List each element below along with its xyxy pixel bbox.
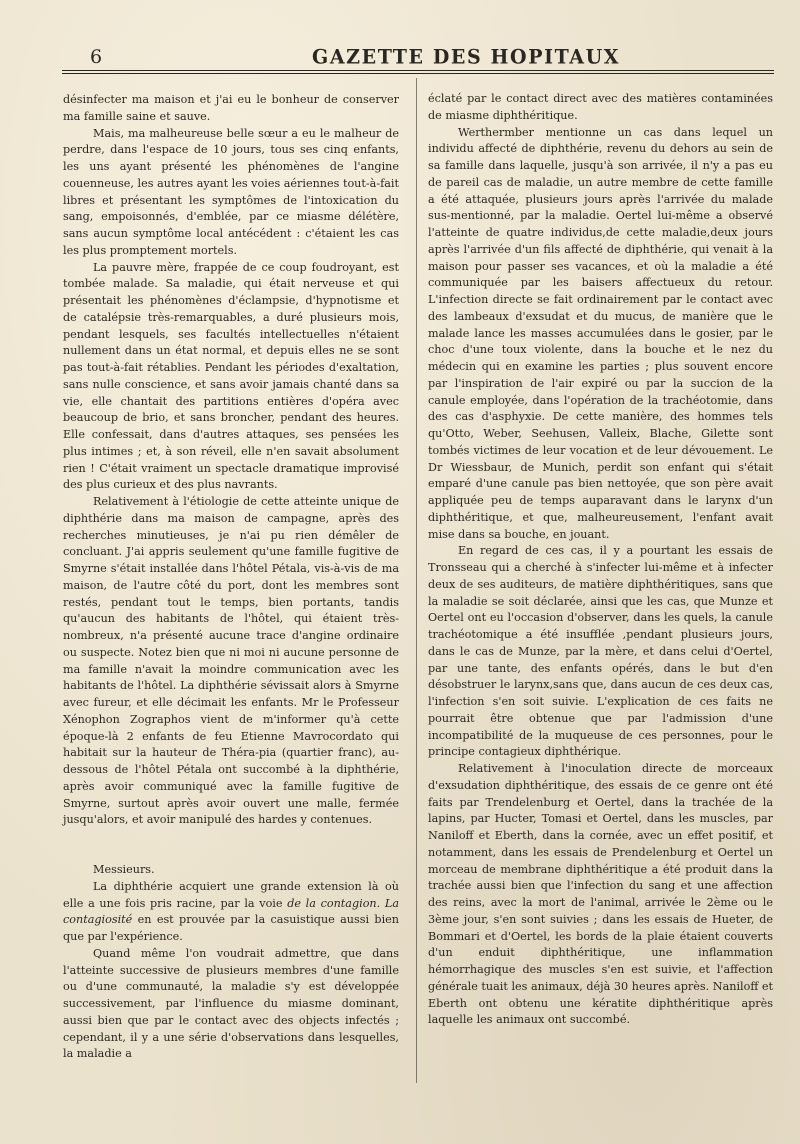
column-divider [416, 78, 417, 1083]
left-column [63, 92, 399, 1063]
paragraph-text: en est prouvée par la casuistique aussi bien que par l'expérience. [63, 913, 399, 943]
paragraph: Mais, ma malheureuse belle sœur a eu le malheur de perdre, dans l'espace de 10 jours, tous ses cinq enfants, les uns ayant présenté les phénomènes de l'angine couenneuse, les autres ayant les voies aériennes tout-à-fait libres et présentant les symptômes de l'intoxication du sang, empoisonnés, d'emblée, par ce miasme délétère, sans aucun symptôme local antécédent : c'étaient les cas les plus promptement mortels. [63, 126, 399, 257]
page-number: 6 [90, 46, 103, 68]
header-rule-thin [62, 73, 774, 74]
journal-title: GAZETTE DES HOPITAUX [312, 45, 621, 69]
paragraph: Relativement à l'inoculation directe de morceaux d'exsudation diphthéritique, des essais de ce genre ont été faits par Trendelenburg et Oertel, dans la trachée de la lapins, par Hucter, Tomasi et Oertel, dans les muscles, par Naniloff et Eberth, dans la cornée, avec un effet positif, et notamment, dans les essais de Prendelenburg et Oertel un morceau de membrane diphthéritique a été produit dans la trachée aussi bien que l'infection du sang et une affection des reins, avec la mort de l'animal, arrivée le 2ème ou le 3ème jour, s'en sont suivies ; dans les essais de Hueter, de Bommari et d'Oertel, les bords de la plaie étaient couverts d'un enduit diphthéritique, une inflammation hémorrhagique des muscles s'en est suivie, et l'affection générale tuait les animaux, déjà 30 heures après. Naniloff et Eberth ont obtenu une kératite diphthéritique après laquelle les animaux ont succombé. [428, 762, 773, 1027]
paragraph: Quand même l'on voudrait admettre, que dans l'atteinte successive de plusieurs membres d'une famille ou d'une communauté, la maladie s'y est développée successivement, par l'influence du miasme dominant, aussi bien que par le contact avec des objects infectés ; cependant, il y a une série d'observations dans lesquelles, la maladie a [63, 946, 399, 1061]
italic-phrase: de la contagion. [287, 896, 381, 910]
paragraph: désinfecter ma maison et j'ai eu le bonheur de conserver ma famille saine et sauve. [63, 93, 399, 123]
paragraph: La pauvre mère, frappée de ce coup foudroyant, est tombée malade. Sa maladie, qui était nerveuse et qui présentait les phénomènes d'éclampsie, d'hypnotisme et de catalépsie très-remarquables, a duré plusieurs mois, pendant lesquels, ses facultés intellectuelles n'étaient nullement dans un état normal, et depuis elles ne se sont pas tout-à-fait rétablies. Pendant les périodes d'exaltation, sans nulle conscience, et sans avoir jamais chanté dans sa vie, elle chantait des partitions entières d'opéra avec beaucoup de brio, et sans broncher, pendant des heures. Elle confessait, dans d'autres attaques, ses pensées les plus intimes ; et, à son réveil, elle n'en savait absolument rien ! C'était vraiment un spectacle dramatique improvisé des plus curieux et des plus navrants. [63, 260, 399, 492]
paragraph [63, 879, 399, 946]
paragraph: éclaté par le contact direct avec des matières contaminées de miasme diphthéritique. [428, 92, 773, 122]
paragraph: Relativement à l'étiologie de cette atteinte unique de diphthérie dans ma maison de campagne, après des recherches minutieuses, je n'ai pu rien démêler de concluant. J'ai appris seulement qu'une famille fugitive de Smyrne s'était installée dans l'hôtel Pétala, vis-à-vis de ma maison, de l'autre côté du port, dont les membres sont restés, pendant tout le temps, bien portants, tandis qu'aucun des habitants de l'hôtel, qui étaient très-nombreux, n'a présenté aucune trace d'angine ordinaire ou suspecte. Notez bien que ni moi ni aucune personne de ma famille n'avait la moindre communication avec les habitants de l'hôtel. La diphthérie sévissait alors à Smyrne avec fureur, et elle décimait les enfants. Mr le Professeur Xénophon Zographos vient de m'informer qu'à cette époque-là 2 enfants de feu Etienne Mavrocordato qui habitait sur la hauteur de Théra-pia (quartier franc), au-dessous de l'hôtel Pétala ont succombé à la diphthérie, après avoir communiqué avec la famille fugitive de Smyrne, surtout après avoir ouvert une malle, fermée jusqu'alors, et avoir manipulé des hardes y contenues. [63, 495, 399, 827]
page-header [62, 42, 774, 76]
right-column [428, 91, 773, 1029]
paragraph: En regard de ces cas, il y a pourtant les essais de Tronsseau qui a cherché à s'infecter lui-même et à infecter deux de ses auditeurs, de matière diphthéritiques, sans que la maladie se soit déclarée, ainsi que les cas, que Munze et Oertel ont eu l'occasion d'observer, dans les quels, la canule trachéotomique a été insufflée ,pendant plusieurs jours, dans le cas de Munze, par la mère, et dans celui d'Oertel, par une tante, des enfants opérés, dans le but d'en désobstruer le larynx,sans que, dans aucun de ces deux cas, l'infection s'en soit suivie. L'explication de ces faits ne pourrait être obtenue que par l'admission d'une incompatibilité de la muqueuse de ces personnes, pour le principe contagieux diphthérique. [428, 544, 773, 759]
header-rule-thick [62, 70, 774, 71]
paragraph: Werthermber mentionne un cas dans lequel un individu affecté de diphthérie, revenu du dehors au sein de sa famille dans laquelle, jusqu'à son arrivée, il n'y a pas eu de pareil cas de maladie, un autre membre de cette famille a été attaquée, plusieurs jours après l'arrivée du malade sus-mentionné, par la maladie. Oertel lui-même a observé l'atteinte de quatre individus,de cette maladie,deux jours après l'arrivée d'un fils affecté de diphthérie, qui venait à la maison pour passer ses vacances, et où la maladie a été communiquée par les baisers affectueux du retour. L'infection directe se fait ordinairement par le contact avec des lambeaux d'exsudat et du mucus, de manière que le malade lance les masses accumulées dans le gosier, par le choc d'une toux violente, dans la bouche et le nez du médecin qui en examine les parties ; plus souvent encore par l'inspiration de l'air expiré ou par la succion de la canule employée, dans l'opération de la trachéotomie, dans des cas d'asphyxie. De cette manière, des hommes tels qu'Otto, Weber, Seehusen, Valleix, Blache, Gilette sont tombés victimes de leur vocation et de leur dévouement. Le Dr Wiessbaur, de Munich, perdit son enfant qui s'était emparé d'une canule pas bien nettoyée, que son père avait appliquée peu de temps auparavant dans le larynx d'un diphthéritique, et que, malheureusement, l'enfant avait mise dans sa bouche, en jouant. [428, 125, 773, 541]
paragraph-text: La diphthérie acquiert une grande extension là où elle a une fois pris racine, par la voie [63, 879, 399, 910]
salutation: Messieurs. [93, 863, 155, 876]
italic-phrase: La contagiosité [63, 896, 399, 927]
